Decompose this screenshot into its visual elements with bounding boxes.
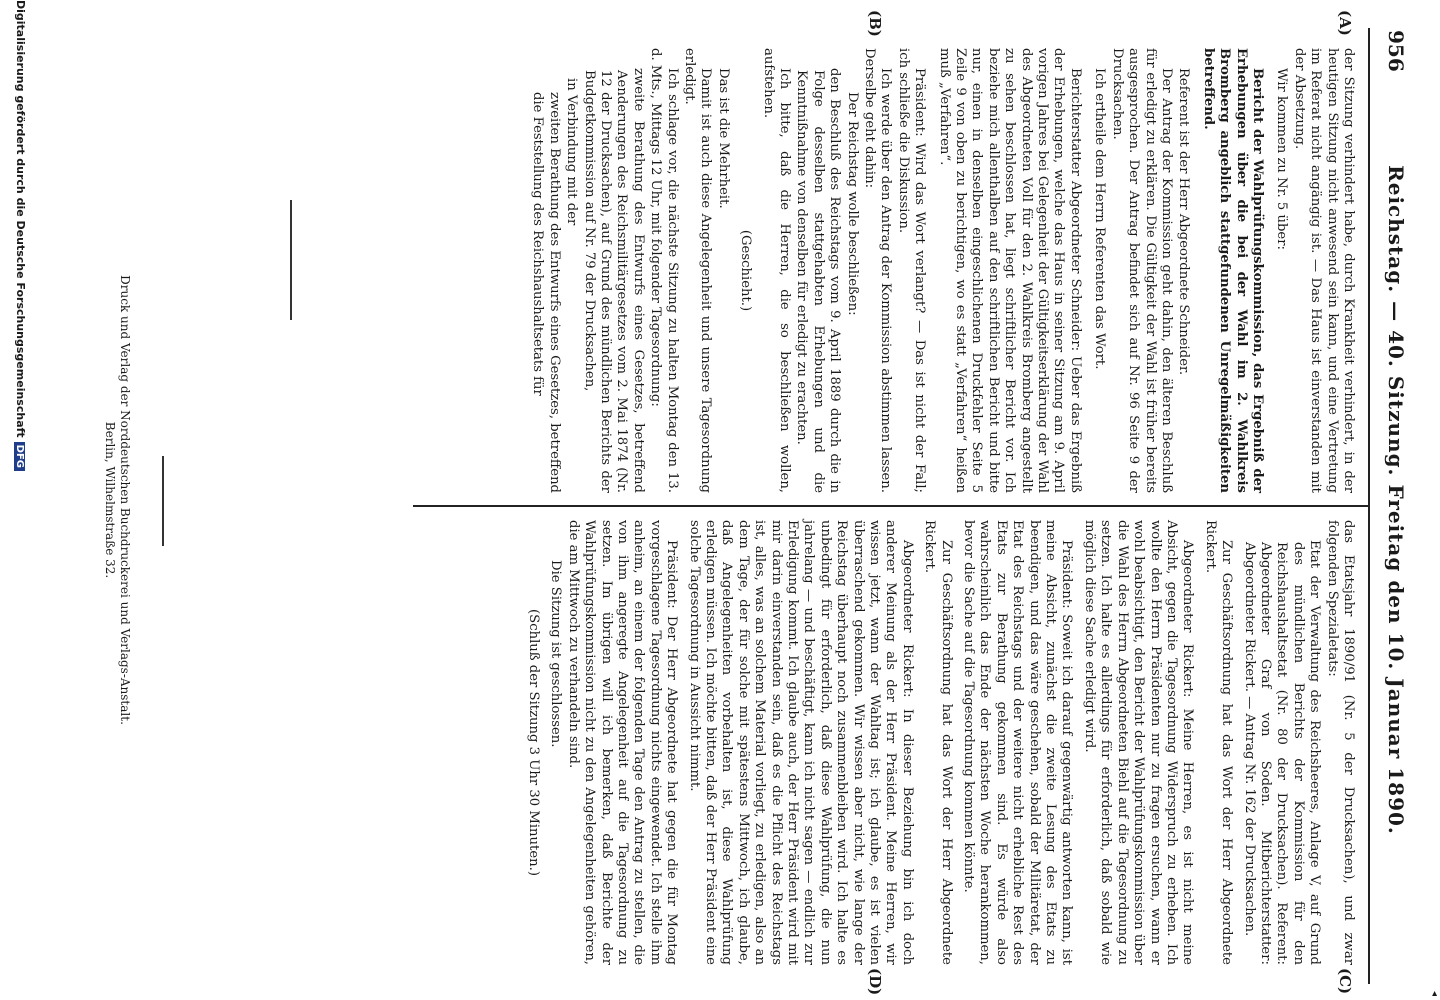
running-title: Reichstag. — 40. Sitzung. Freitag den 10. Januar 1890. bbox=[1384, 165, 1408, 835]
digitization-text: Digitalisierung gefördert durch die Deutsche Forschungsgemeinschaft bbox=[14, 0, 27, 438]
paragraph: Ich schlage vor, die nächste Sitzung zu halten Montag den 13. d. Mts., Mittags 12 Uhr, mit folgender Tagesordnung: bbox=[648, 48, 680, 493]
paragraph: Ich bitte, daß die Herren, die so beschließen wollen, aufstehen. bbox=[760, 48, 792, 493]
left-column bbox=[528, 48, 1356, 493]
column-divider bbox=[413, 505, 1368, 507]
agenda-item: zweite Berathung des Entwurfs eines Gesetzes, betreffend Aenderungen des Reichsmilitärgesetzes vom 2. Mai 1874 (Nr. 12 der Drucksachen), auf Grund des mündlichen Berichts der Budgetkommission auf Nr. 79 der Drucksachen, bbox=[581, 68, 646, 493]
paragraph: Zur Geschäftsordnung hat das Wort der Herr Abgeordnete Rickert. bbox=[922, 520, 954, 965]
paragraph: Ich werde über den Antrag der Kommission abstimmen lassen. Derselbe geht dahin: bbox=[862, 48, 894, 493]
header-rule bbox=[1368, 28, 1370, 984]
speech-paragraph: Abgeordneter Rickert: In dieser Beziehung bin ich doch anderer Meinung als der Herr Präsident. Meine Herren, wir wissen jetzt, wann der Wahltag ist; ich glaube, es ist vielen überraschend gekommen. Wir wissen aber nicht, wie lange der Reichstag überhaupt noch zusammenbleiben wird. Ich halte es unbedingt für erforderlich, daß diese Wahlprüfung, die nun jahrelang — und beschäftigt, kann ich nicht sagen — endlich zur Erledigung kommt. Ich glaube auch, der Herr Präsident wird mit mir darin einverstanden sein, daß es die Pflicht des Reichstags ist, alles, was an solchem Material vorliegt, zu erledigen, also an dem Tage, der für solche mit spätestens Mittwoch, ich glaube, daß Angelegenheiten vorbehalten ist, diese Wahlprüfung erledigen müssen. Ich möchte bitten, daß der Herr Präsident eine solche Tagesordnung in Aussicht nimmt. bbox=[686, 520, 915, 965]
stage-direction: (Geschieht.) bbox=[738, 229, 754, 312]
margin-mark-b: (B) bbox=[866, 10, 884, 37]
paragraph: der Sitzung verhindert habe, durch Krankheit verhindert, in der heutigen Sitzung nicht anwesend sein kann, und eine Vertretung im Referat nicht angängig ist. — Das Haus ist einverstanden mit der Absetzung. bbox=[1291, 48, 1356, 493]
margin-mark-a: (A) bbox=[1336, 10, 1354, 36]
end-rule bbox=[291, 200, 293, 320]
corner-mark: ◂ bbox=[1429, 990, 1440, 996]
dfg-logo-icon: DFG bbox=[14, 442, 25, 471]
motion-text: den Beschluß des Reichstags vom 9. April 1889 durch die in Folge desselben stattgehabten Erhebungen und die Kenntnißnahme von denselben für erledigt zu erachten. bbox=[794, 68, 843, 493]
digitization-note bbox=[14, 0, 27, 1000]
imprint-line-1: Druck und Verlag der Norddeutschen Buchdruckerei und Verlags-Anstalt. bbox=[118, 275, 132, 725]
page-number: 956 bbox=[1384, 30, 1408, 72]
paragraph: Damit ist auch diese Angelegenheit und unsere Tagesordnung erledigt. bbox=[681, 48, 714, 493]
paragraph: Der Antrag der Kommission geht dahin, den älteren Beschluß für erledigt zu erklären. Die Gültigkeit der Wahl ist früher bereits ausgesprochen. Der Antrag befindet sich auf Nr. 96 Seite 9 der Drucksachen. bbox=[1109, 48, 1174, 493]
imprint-line-2: Berlin, Wilhelmstraße 32. bbox=[103, 421, 117, 579]
paragraph: Referent ist der Herr Abgeordnete Schneider. bbox=[1176, 68, 1192, 376]
margin-mark-c: (C) bbox=[1336, 968, 1354, 995]
agenda-item: zweiten Berathung des Entwurfs eines Gesetzes, betreffend die Feststellung des Reichshaushaltsetats für bbox=[530, 92, 562, 493]
paragraph: in Verbindung mit der bbox=[564, 78, 580, 226]
speech-paragraph: Präsident: Wird das Wort verlangt? — Das ist nicht der Fall; ich schließe die Diskussion. bbox=[895, 48, 928, 493]
footer-rule bbox=[163, 456, 165, 546]
margin-mark-d: (D) bbox=[866, 968, 884, 996]
agenda-item: Etat der Verwaltung des Reichsheeres, Anlage V, auf Grund des mündlichen Berichts der Kommission für den Reichshaushaltsetat (Nr. 80 der Drucksachen). Referent: Abgeordneter Graf von Soden. Mitberichterstatter: Abgeordneter Rickert. — Antrag Nr. 162 der Drucksachen. bbox=[1241, 540, 1323, 965]
closing-note: (Schluß der Sitzung 3 Uhr 30 Minuten.) bbox=[525, 609, 541, 876]
paragraph: Der Reichstag wolle beschließen: bbox=[844, 92, 860, 316]
paragraph: Zur Geschäftsordnung hat das Wort der Herr Abgeordnete Rickert. bbox=[1202, 520, 1235, 965]
speech-paragraph: Präsident: Soweit ich darauf gegenwärtig antworten kann, ist meine Absicht, zunächst die zweite Lesung des Etats zu beendigen, und das wäre geschehen, sobald der Militäretat, der Etat des Reichstags und der weitere nicht erhebliche Rest des Etats zur Berathung gekommen sind. Es würde also wahrscheinlich das Ende der nächsten Woche herankommen, bevor die Sache auf die Tagesordnung kommen könnte. bbox=[961, 520, 1075, 965]
paragraph: das Etatsjahr 1890/91 (Nr. 5 der Drucksachen), und zwar folgenden Spezialetats: bbox=[1324, 520, 1356, 965]
paragraph: Wir kommen zu Nr. 5 über: bbox=[1274, 68, 1290, 250]
paragraph: Ich ertheile dem Herrn Referenten das Wort. bbox=[1092, 68, 1108, 370]
speech-paragraph: Berichterstatter Abgeordneter Schneider: Ueber das Ergebniß der Erhebungen, welche das Haus in seiner Sitzung am 9. April vorigen Jahres bei Gelegenheit der Gültigkeitserklärung der Wahl des Abgeordneten Voll für den 2. Wahlkreis Bromberg angestellt zu sehen beschlossen hat, liegt schriftlicher Bericht vor. Ich beziehe mich allenthalben auf den schriftlichen Bericht und bitte nur, einen in denselben eingeschlichenen Druckfehler Seite 5 Zeile 9 von oben zu berichtigen, wo es statt „Verfahren“ heißen muß „Verfahren“. bbox=[936, 48, 1083, 493]
running-header bbox=[1374, 0, 1414, 1000]
paragraph: Die Sitzung ist geschlossen. bbox=[548, 560, 564, 748]
speech-paragraph: Abgeordneter Rickert: Meine Herren, es ist nicht meine Absicht, gegen die Tagesordnung Widerspruch zu erheben. Ich wollte den Herrn Präsidenten nur zu fragen ersuchen, wann er wohl beabsichtigt, den Bericht der Wahlprüfungskommission über die Wahl des Herrn Abgeordneten Biehl auf die Tagesordnung zu setzen. Ich halte es allerdings für erforderlich, daß sobald wie möglich diese Sache erledigt wird. bbox=[1081, 520, 1196, 965]
agenda-heading: Bericht der Wahlprüfungskommission, das Ergebniß der Erhebungen über die bei der Wahl im 2. Wahlkreis Bromberg angeblich stattgefundenen Unregelmäßigkeiten betreffend. bbox=[1200, 48, 1265, 493]
right-column bbox=[524, 520, 1357, 965]
paragraph: Das ist die Mehrheit. bbox=[715, 68, 731, 209]
imprint bbox=[102, 0, 132, 1000]
speech-paragraph: Präsident: Der Herr Abgeordnete hat gegen die für Montag vorgeschlagene Tagesordnung nichts eingewendet. Ich stelle ihm anheim, an einem der folgenden Tage den Antrag zu stellen, die von ihm angeregte Angelegenheit auf die Tagesordnung zu setzen. Im übrigen will ich bemerken, daß Berichte der Wahlprüfungskommission nicht zu den Angelegenheiten gehören, die am Mittwoch zu verhandeln sind. bbox=[565, 520, 680, 965]
